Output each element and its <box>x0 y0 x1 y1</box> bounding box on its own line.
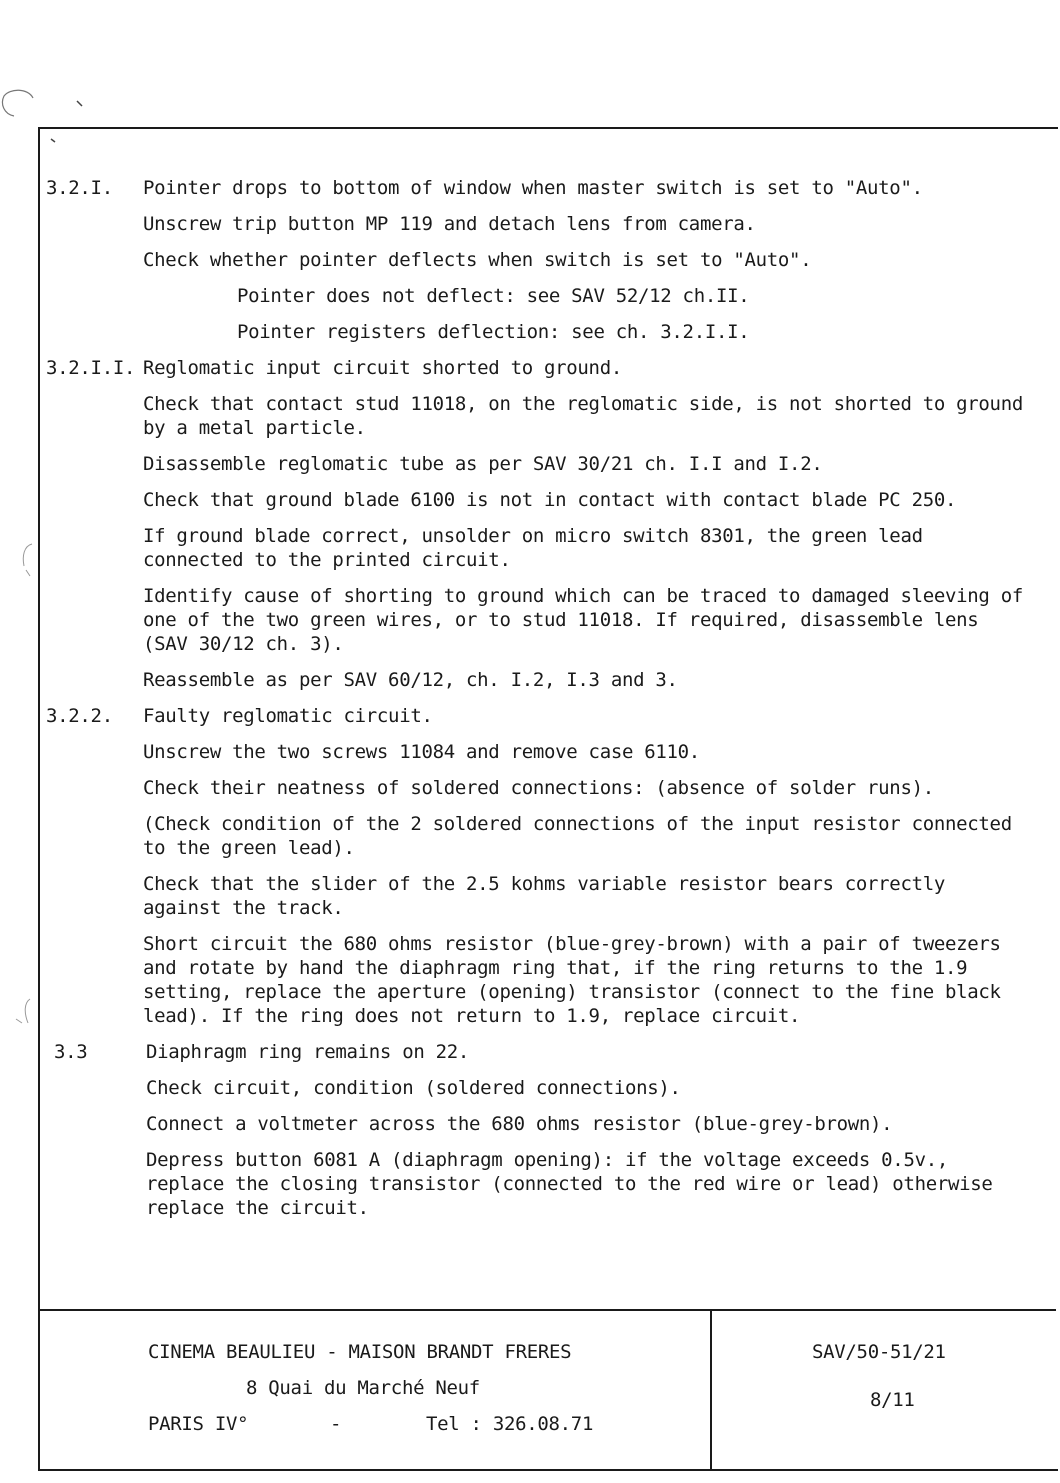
stray-mark <box>76 100 86 110</box>
paragraph: Depress button 6081 A (diaphragm opening): if the voltage exceeds 0.5v., replace the closing transistor (connected to the red wire or lead) otherwise replace the circuit. <box>146 1149 1004 1219</box>
document-body <box>46 176 1035 1232</box>
paragraph: Check that the slider of the 2.5 kohms variable resistor bears correctly against the track. <box>143 873 957 919</box>
separator-dash: - <box>330 1413 342 1435</box>
hole-punch-mark <box>0 86 40 122</box>
paragraph: Disassemble reglomatic tube as per SAV 30/21 ch. I.I and I.2. <box>143 453 823 475</box>
section-heading: Diaphragm ring remains on 22. <box>146 1041 470 1063</box>
city: PARIS IV° <box>148 1413 249 1435</box>
section-number: 3.2.I. <box>46 177 113 199</box>
document-reference: SAV/50-51/21 <box>812 1341 946 1363</box>
paragraph: Check that contact stud 11018, on the reglomatic side, is not shorted to ground by a metal particle. <box>143 393 1035 439</box>
address: 8 Quai du Marché Neuf <box>246 1377 480 1399</box>
paragraph: Check whether pointer deflects when switch is set to "Auto". <box>143 249 812 271</box>
paragraph: Reassemble as per SAV 60/12, ch. I.2, I.3 and 3. <box>143 669 678 691</box>
paragraph: If ground blade correct, unsolder on micro switch 8301, the green lead connected to the printed circuit. <box>143 525 934 571</box>
section-heading: Reglomatic input circuit shorted to ground. <box>143 357 622 379</box>
paragraph: Unscrew the two screws 11084 and remove case 6110. <box>143 741 700 763</box>
telephone: Tel : 326.08.71 <box>426 1413 594 1435</box>
section-3-3 <box>46 1040 1026 1064</box>
paragraph: Pointer does not deflect: see SAV 52/12 ch.II. <box>237 285 750 307</box>
paragraph: (Check condition of the 2 soldered connections of the input resistor connected to the green lead). <box>143 813 1023 859</box>
paragraph: Connect a voltmeter across the 680 ohms resistor (blue-grey-brown). <box>146 1113 893 1135</box>
paragraph: Check circuit, condition (soldered connections). <box>146 1077 681 1099</box>
section-number: 3.2.I.I. <box>46 357 136 379</box>
section-3-2-2 <box>46 704 1026 728</box>
section-number: 3.3 <box>54 1041 88 1063</box>
footer <box>40 1309 1056 1469</box>
section-3-2-1-1 <box>46 356 1026 380</box>
binding-mark <box>2 540 38 580</box>
paragraph: Pointer registers deflection: see ch. 3.2.I.I. <box>237 321 750 343</box>
binding-mark <box>2 995 38 1035</box>
paragraph: Check their neatness of soldered connections: (absence of solder runs). <box>143 777 934 799</box>
section-number: 3.2.2. <box>46 705 113 727</box>
page-number: 8/11 <box>870 1389 915 1411</box>
company-name: CINEMA BEAULIEU - MAISON BRANDT FRERES <box>148 1341 572 1363</box>
footer-divider <box>710 1311 712 1469</box>
paragraph: Short circuit the 680 ohms resistor (blue-grey-brown) with a pair of tweezers and rotate by hand the diaphragm ring that, if the ring returns to the 1.9 setting, replace the aperture (opening) transistor (connect to the fine black lead). If the ring does not return to 1.9, replace circuit. <box>143 933 1012 1027</box>
paragraph: Check that ground blade 6100 is not in contact with contact blade PC 250. <box>143 489 957 511</box>
paragraph: Unscrew trip button MP 119 and detach lens from camera. <box>143 213 756 235</box>
paragraph: Identify cause of shorting to ground which can be traced to damaged sleeving of one of the two green wires, or to stud 11018. If required, disassemble lens (SAV 30/12 ch. 3). <box>143 585 1035 655</box>
section-heading: Faulty reglomatic circuit. <box>143 705 433 727</box>
section-3-2-1 <box>46 176 1026 200</box>
section-heading: Pointer drops to bottom of window when master switch is set to "Auto". <box>143 177 923 199</box>
